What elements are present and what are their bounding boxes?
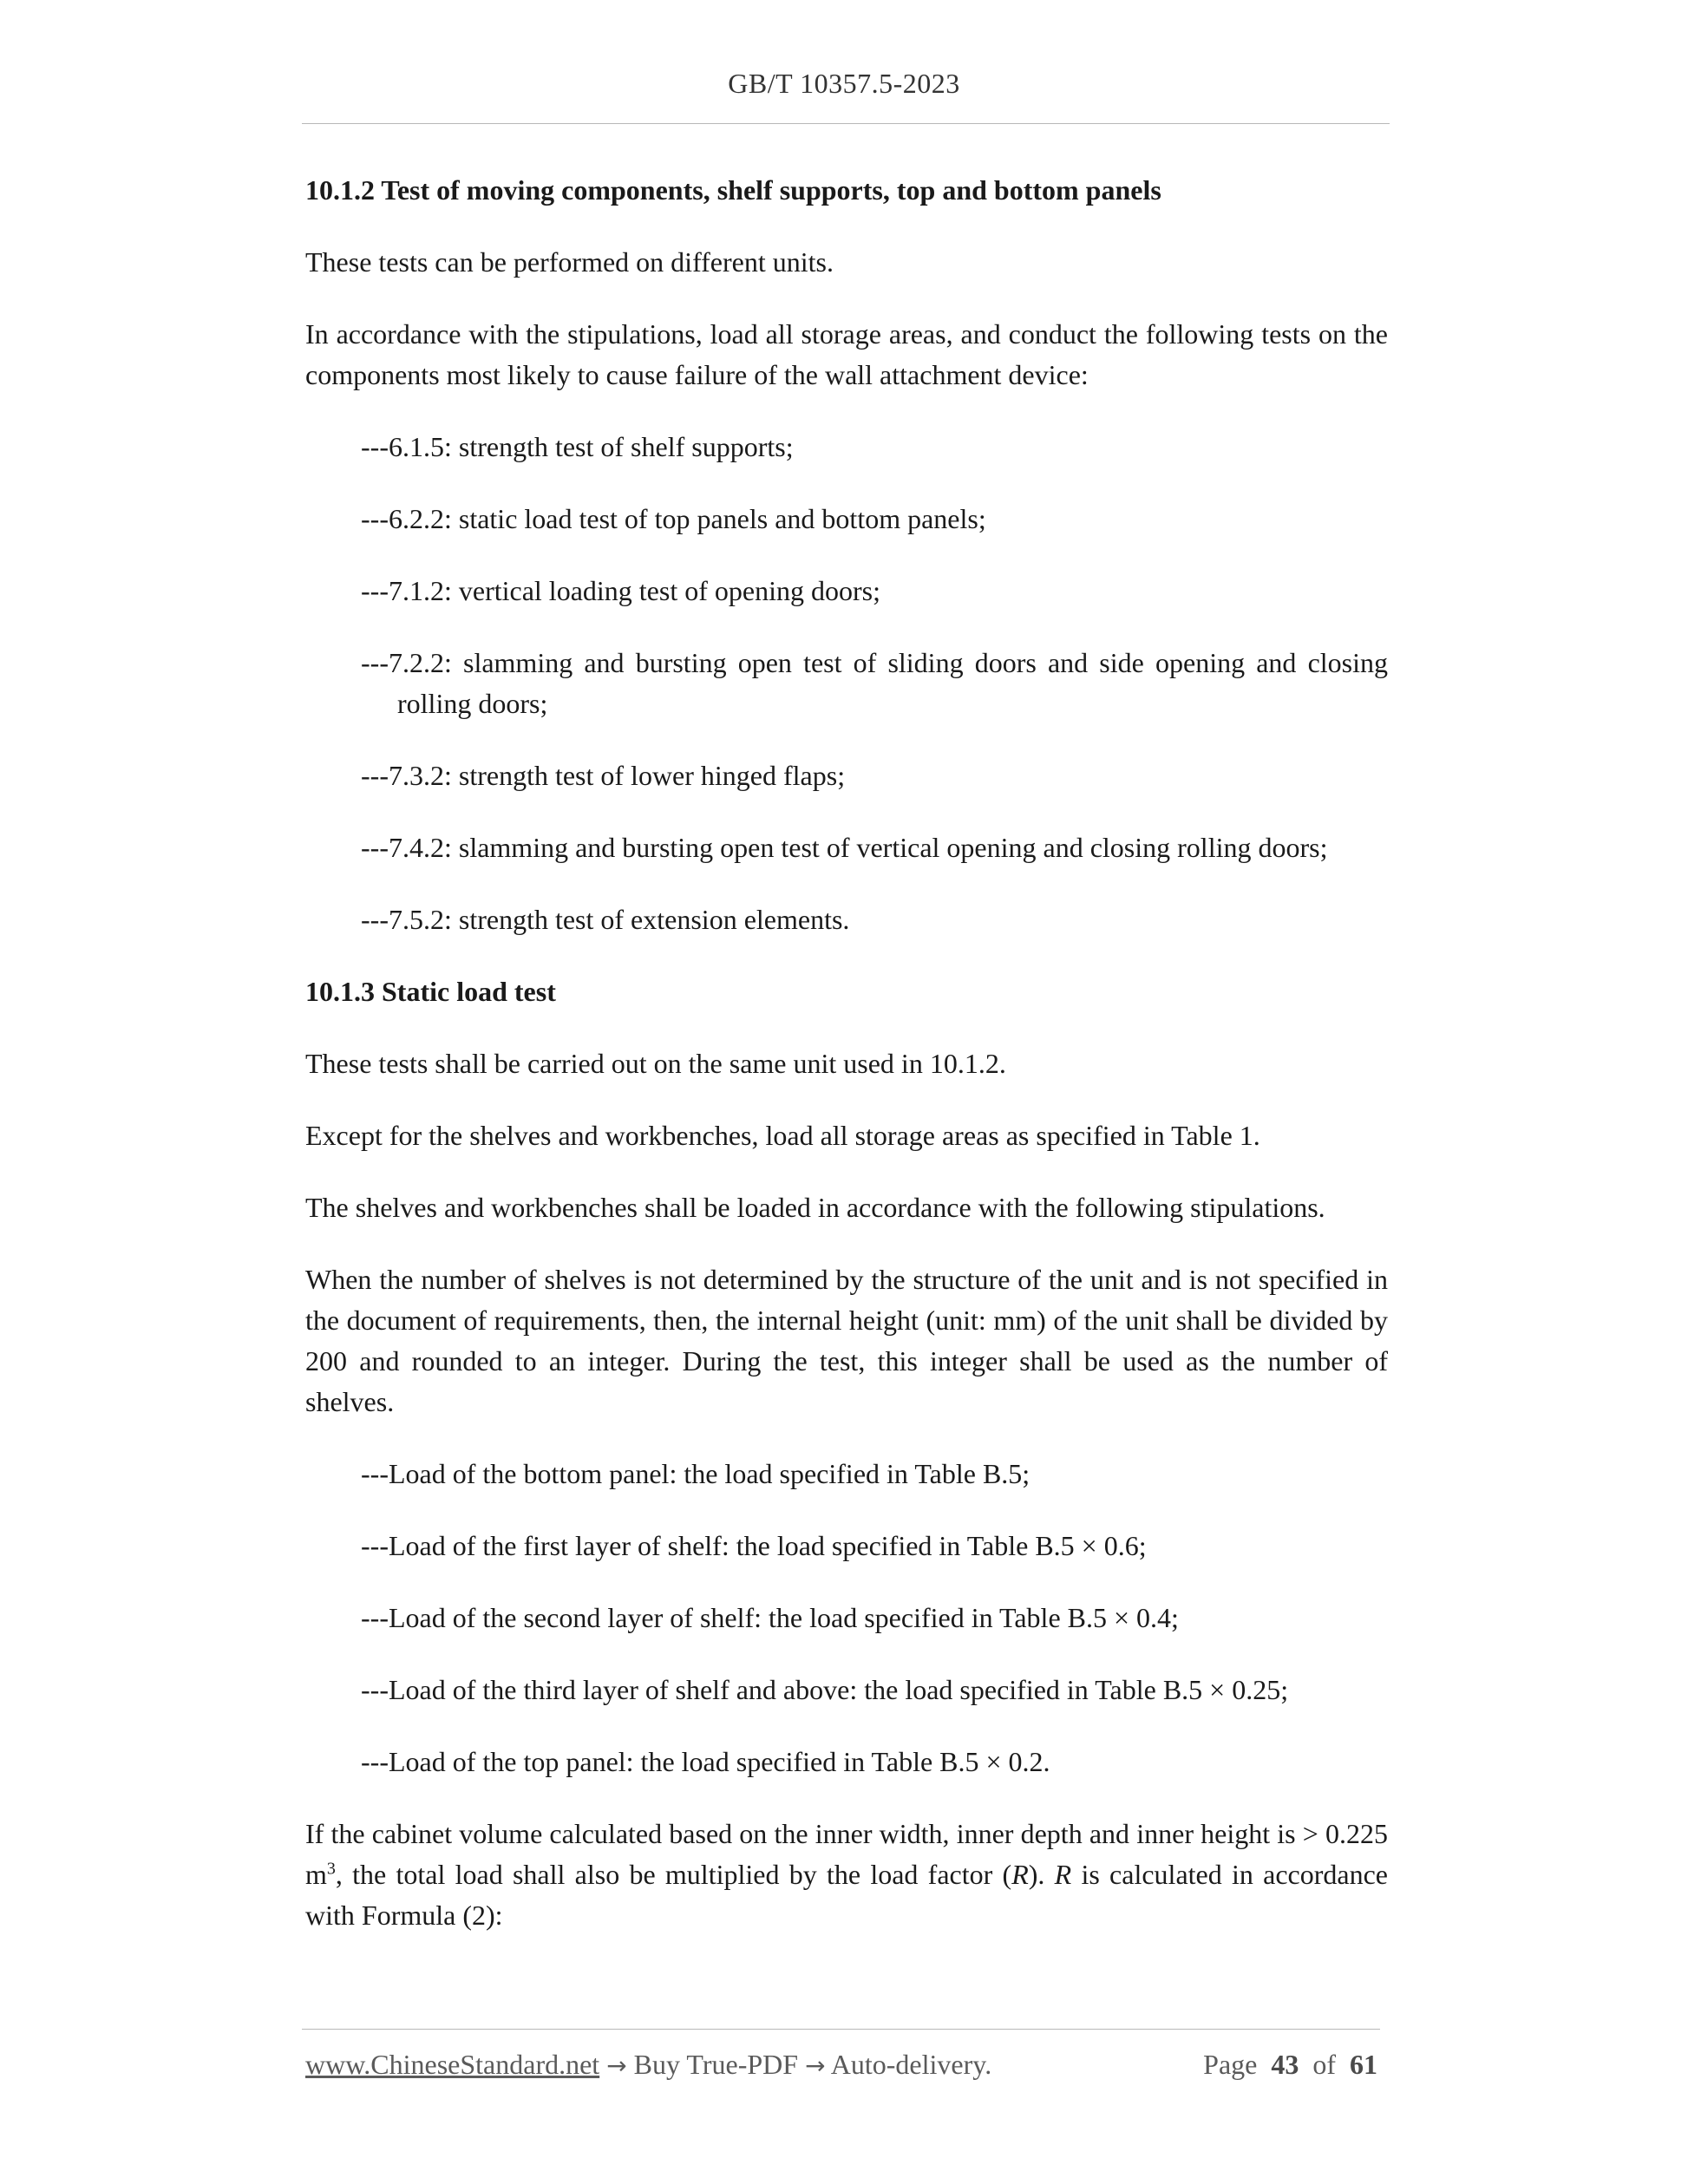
page-indicator	[1203, 2049, 1377, 2081]
of-label: of	[1312, 2049, 1336, 2080]
arrow-right-icon: →	[805, 2051, 826, 2080]
document-code-header: GB/T 10357.5-2023	[728, 68, 960, 99]
footer-divider	[302, 2029, 1380, 2030]
load-list-item: ---Load of the third layer of shelf and above: the load specified in Table B.5 × 0.25;	[361, 1674, 1289, 1705]
header-divider	[302, 123, 1390, 124]
arrow-right-icon: →	[606, 2051, 627, 2080]
load-list-item: ---Load of the first layer of shelf: the load specified in Table B.5 × 0.6;	[361, 1530, 1147, 1561]
load-list-item: ---Load of the top panel: the load specified in Table B.5 × 0.2.	[361, 1746, 1050, 1777]
test-list-item: ---6.2.2: static load test of top panels and bottom panels;	[361, 503, 986, 534]
paragraph: Except for the shelves and workbenches, load all storage areas as specified in Table 1.	[305, 1120, 1260, 1151]
load-list-item: ---Load of the second layer of shelf: the load specified in Table B.5 × 0.4;	[361, 1602, 1179, 1633]
variable-r: R	[1011, 1859, 1029, 1890]
test-list-item: ---7.1.2: vertical loading test of opening doors;	[361, 575, 880, 606]
text-run: , the total load shall also be multiplied by the load factor (	[335, 1859, 1012, 1890]
test-list-item: ---7.4.2: slamming and bursting open test of vertical opening and closing rolling doors;	[361, 832, 1328, 863]
text-run: If the cabinet volume calculated based on the inner width, inner depth and inner height is > 0.225 m	[305, 1818, 1388, 1890]
paragraph: When the number of shelves is not determined by the structure of the unit and is not specified in the document of requirements, then, the internal height (unit: mm) of the unit shall be divided by 200 and rounded to an integer. During the test, this integer shall be used as the number of shelves.	[305, 1264, 1388, 1417]
test-list-item: ---6.1.5: strength test of shelf supports;	[361, 431, 794, 462]
section-heading-10-1-2: 10.1.2 Test of moving components, shelf supports, top and bottom panels	[305, 174, 1161, 206]
superscript-exponent: 3	[326, 1859, 336, 1879]
paragraph: These tests can be performed on different units.	[305, 246, 834, 278]
section-heading-10-1-3: 10.1.3 Static load test	[305, 976, 556, 1007]
load-list-item: ---Load of the bottom panel: the load specified in Table B.5;	[361, 1458, 1030, 1489]
paragraph: The shelves and workbenches shall be loaded in accordance with the following stipulations.	[305, 1192, 1325, 1223]
test-list-item: ---7.5.2: strength test of extension elements.	[361, 904, 850, 935]
variable-r: R	[1054, 1859, 1072, 1890]
page-number: 43	[1271, 2049, 1299, 2080]
site-link[interactable]: www.ChineseStandard.net	[305, 2049, 600, 2080]
paragraph: These tests shall be carried out on the same unit used in 10.1.2.	[305, 1048, 1006, 1079]
paragraph: In accordance with the stipulations, load all storage areas, and conduct the following tests on the components most likely to cause failure of the wall attachment device:	[305, 318, 1388, 390]
total-pages: 61	[1350, 2049, 1377, 2080]
page-content	[305, 170, 1388, 1967]
buy-pdf-text: Buy True-PDF	[633, 2049, 799, 2080]
text-run: ).	[1028, 1859, 1055, 1890]
test-list-item: ---7.2.2: slamming and bursting open test of sliding doors and side opening and closing rolling doors;	[361, 647, 1388, 719]
load-factor-paragraph	[305, 1814, 1388, 1936]
auto-delivery-text: Auto-delivery.	[830, 2049, 992, 2080]
footer-promo	[305, 2049, 991, 2081]
text-run: is calculated in accordance with Formula (2):	[305, 1859, 1389, 1931]
test-list-item: ---7.3.2: strength test of lower hinged flaps;	[361, 760, 846, 791]
page-label: Page	[1203, 2049, 1258, 2080]
